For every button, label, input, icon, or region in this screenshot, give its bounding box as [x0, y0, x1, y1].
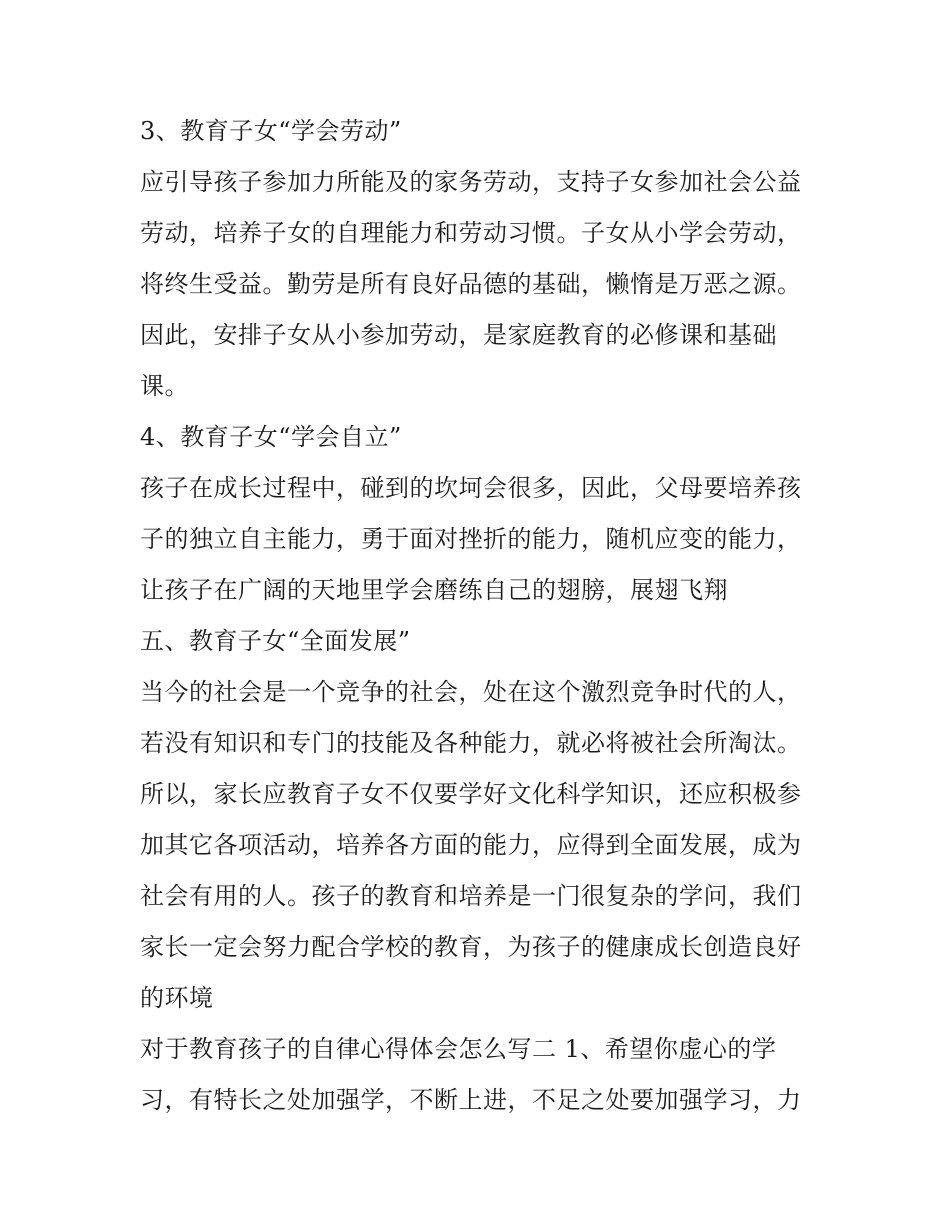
paragraph-line: 应引导孩子参加力所能及的家务劳动，支持子女参加社会公益 — [140, 168, 802, 196]
paragraph-line: 让孩子在广阔的天地里学会磨练自己的翅膀，展翅飞翔 — [140, 576, 728, 604]
heading-learn-labor: 3、教育子女“学会劳动” — [140, 117, 402, 145]
paragraph-line: 因此，安排子女从小参加劳动，是家庭教育的必修课和基础 — [140, 321, 777, 349]
paragraph-line: 课。 — [140, 372, 189, 400]
paragraph-line: 社会有用的人。孩子的教育和培养是一门很复杂的学问，我们 — [140, 882, 802, 910]
heading-learn-independence: 4、教育子女“学会自立” — [140, 423, 402, 451]
paragraph-line: 当今的社会是一个竞争的社会，处在这个激烈竞争时代的人， — [140, 678, 802, 706]
paragraph-line: 加其它各项活动，培养各方面的能力，应得到全面发展，成为 — [140, 831, 802, 859]
paragraph-line: 的环境 — [140, 984, 214, 1012]
paragraph-line: 习，有特长之处加强学，不断上进，不足之处要加强学习，力 — [140, 1086, 802, 1114]
paragraph-line: 家长一定会努力配合学校的教育，为孩子的健康成长创造良好 — [140, 933, 802, 961]
paragraph-line: 子的独立自主能力，勇于面对挫折的能力，随机应变的能力， — [140, 525, 802, 553]
paragraph-line: 劳动，培养子女的自理能力和劳动习惯。子女从小学会劳动， — [140, 219, 802, 247]
paragraph-line: 将终生受益。勤劳是所有良好品德的基础，懒惰是万恶之源。 — [140, 270, 802, 298]
heading-all-round-development: 五、教育子女“全面发展” — [140, 627, 411, 655]
paragraph-line: 对于教育孩子的自律心得体会怎么写二 1、希望你虚心的学 — [140, 1035, 777, 1063]
paragraph-line: 所以，家长应教育子女不仅要学好文化科学知识，还应积极参 — [140, 780, 802, 808]
paragraph-line: 孩子在成长过程中，碰到的坎坷会很多，因此，父母要培养孩 — [140, 474, 802, 502]
paragraph-line: 若没有知识和专门的技能及各种能力，就必将被社会所淘汰。 — [140, 729, 802, 757]
